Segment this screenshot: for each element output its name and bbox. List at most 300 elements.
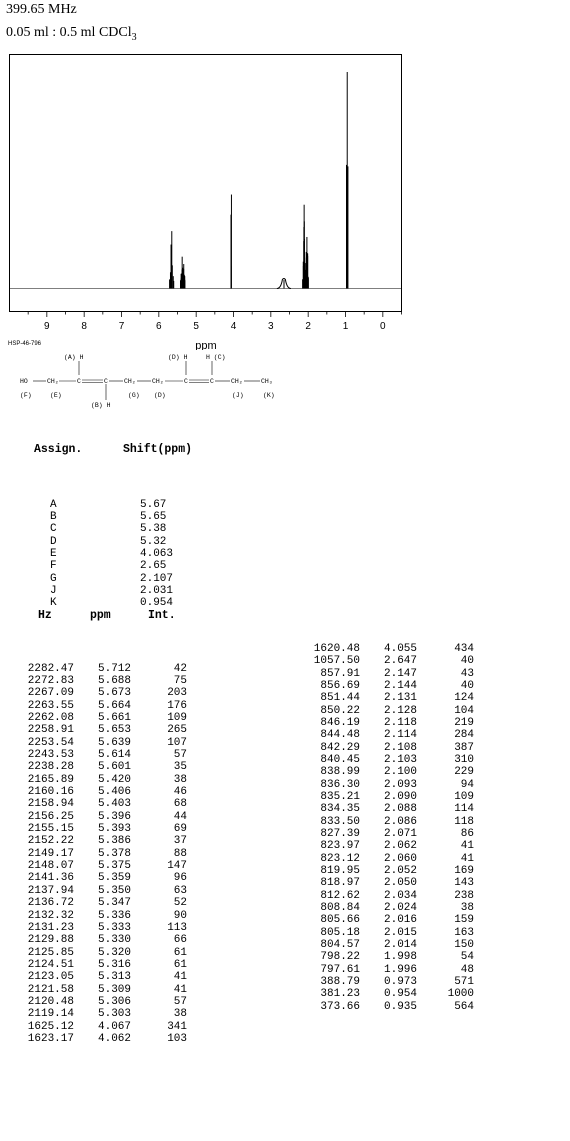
peak-ppm: 2.014 — [384, 939, 418, 952]
peak-ppm: 2.647 — [384, 655, 418, 668]
peak-row — [310, 742, 490, 754]
peak-ppm: 5.396 — [98, 810, 132, 823]
peak-int: 571 — [454, 976, 474, 989]
peak-ppm: 5.639 — [98, 736, 132, 749]
x-tick-label: 7 — [118, 321, 125, 332]
peak-row — [310, 976, 490, 988]
peak-row — [24, 1008, 204, 1020]
x-axis-tick-labels — [44, 321, 386, 332]
peak-ppm: 1.996 — [384, 963, 418, 976]
peak-ppm: 5.359 — [98, 872, 132, 885]
peak-row — [310, 988, 490, 1000]
peak-int: 40 — [460, 655, 474, 668]
peak-row — [310, 927, 490, 939]
peak-int: 54 — [460, 951, 474, 964]
peak-row — [310, 877, 490, 889]
peak-row — [24, 749, 204, 761]
peak-int: 203 — [167, 687, 187, 700]
peak-hz: 808.84 — [320, 902, 360, 915]
group-e: (E) — [50, 392, 62, 399]
peak-int: 37 — [173, 835, 187, 848]
peak-row — [24, 885, 204, 897]
peak-int: 35 — [173, 761, 187, 774]
peak-int: 387 — [454, 741, 474, 754]
peak-hz: 2156.25 — [27, 810, 74, 823]
peak-ppm: 5.653 — [98, 724, 132, 737]
assign-letter: J — [50, 585, 57, 598]
peak-ppm: 5.347 — [98, 897, 132, 910]
peak-int: 564 — [454, 1000, 474, 1013]
assign-letter: E — [50, 548, 57, 560]
x-axis-ticks — [28, 312, 401, 318]
x-tick-label: 4 — [230, 321, 237, 332]
peak-int: 176 — [167, 699, 187, 712]
peak-int: 38 — [173, 773, 187, 786]
peak-hz: 2272.83 — [27, 674, 74, 687]
peak-ppm: 2.034 — [384, 889, 418, 902]
peak-row — [310, 766, 490, 778]
peak-ppm: 2.071 — [384, 827, 418, 840]
peak-hz: 856.69 — [320, 679, 360, 692]
peak-ppm: 0.973 — [384, 976, 418, 989]
assign-shift: 5.32 — [140, 535, 167, 548]
peak-int: 61 — [173, 946, 187, 959]
peak-row — [24, 712, 204, 724]
peak-int: 88 — [173, 847, 187, 860]
assign-letter: B — [50, 510, 57, 523]
assign-shift: 5.38 — [140, 523, 167, 536]
peak-int: 86 — [460, 827, 474, 840]
x-tick-label: 9 — [44, 321, 50, 332]
peak-hz: 804.57 — [320, 939, 360, 952]
peak-hz: 2263.55 — [27, 699, 74, 712]
peak-hz: 2131.23 — [27, 921, 74, 934]
peak-row — [310, 680, 490, 692]
peak-hz: 812.62 — [320, 889, 360, 902]
peak-int: 57 — [173, 995, 187, 1008]
peak-hz: 846.19 — [320, 716, 360, 729]
peak-int: 40 — [460, 679, 474, 692]
peak-row — [310, 902, 490, 914]
peak-hz: 2258.91 — [27, 724, 74, 737]
peak-row — [24, 774, 204, 786]
peak-hz: 2165.89 — [27, 773, 74, 786]
x-tick-label: 2 — [305, 321, 311, 332]
peak-ppm: 2.015 — [384, 926, 418, 939]
peak-hz: 381.23 — [320, 988, 360, 1001]
peak-int: 229 — [454, 766, 474, 779]
peak-hz: 833.50 — [320, 815, 360, 828]
peak-int: 48 — [460, 963, 474, 976]
peak-row — [24, 959, 204, 971]
peak-int: 61 — [173, 958, 187, 971]
structure-diagram — [0, 350, 300, 412]
peak-int: 143 — [454, 877, 474, 890]
peak-hz: 388.79 — [320, 976, 360, 989]
peak-ppm: 5.614 — [98, 749, 132, 762]
peak-int: 114 — [454, 803, 474, 816]
peak-int: 124 — [454, 692, 474, 705]
peak-row — [310, 939, 490, 951]
peak-row — [310, 853, 490, 865]
peak-row — [24, 798, 204, 810]
peak-int: 163 — [454, 926, 474, 939]
peak-row — [24, 1021, 204, 1033]
peak-ppm: 5.333 — [98, 921, 132, 934]
atom-c3: C — [184, 378, 188, 385]
x-tick-label: 3 — [268, 321, 274, 332]
peak-int: 75 — [173, 674, 187, 687]
peak-int: 41 — [173, 971, 187, 984]
peak-ppm: 5.688 — [98, 674, 132, 687]
assign-letter: A — [50, 498, 57, 511]
peak-table-right-rows — [310, 643, 490, 1013]
peak-ppm: 0.954 — [384, 988, 418, 1001]
label-d-h: (D) H — [168, 354, 188, 361]
assignment-row — [34, 560, 254, 572]
peak-row — [24, 934, 204, 946]
peak-hz: 2149.17 — [27, 847, 74, 860]
group-g: (G) — [128, 392, 140, 399]
peak-hz: 2155.15 — [27, 823, 74, 836]
structure-bonds — [33, 361, 260, 400]
peak-hz: 2129.88 — [27, 934, 74, 947]
assignment-row — [34, 523, 254, 535]
peak-row — [24, 848, 204, 860]
peak-row — [24, 910, 204, 922]
peak-row — [310, 840, 490, 852]
peak-int: 109 — [167, 712, 187, 724]
assign-shift: 4.063 — [140, 548, 174, 560]
assignment-row — [34, 573, 254, 585]
peak-hz: 2282.47 — [27, 662, 74, 675]
peak-ppm: 2.016 — [384, 914, 418, 927]
peak-int: 63 — [173, 884, 187, 897]
peak-hz: 1620.48 — [313, 642, 360, 655]
peak-ppm: 2.062 — [384, 840, 418, 853]
peak-hz: 2160.16 — [27, 786, 74, 799]
assign-letter: K — [50, 597, 57, 610]
peak-row — [24, 947, 204, 959]
peak-row — [310, 668, 490, 680]
peak-int: 52 — [173, 897, 187, 910]
peak-hz: 2119.14 — [27, 1008, 74, 1021]
peak-ppm: 2.052 — [384, 865, 418, 877]
peak-ppm: 2.088 — [384, 803, 418, 816]
peak-row — [24, 687, 204, 699]
peak-ppm: 5.406 — [98, 786, 132, 799]
peak-ppm: 5.601 — [98, 761, 132, 774]
atom-c4: C — [210, 378, 214, 385]
assign-shift: 2.107 — [140, 572, 174, 585]
x-tick-label: 1 — [342, 321, 349, 332]
assign-header: Assign. — [34, 442, 83, 456]
plot-frame — [10, 55, 402, 312]
atom-ho: HO — [20, 378, 28, 385]
label-a-h: (A) H — [64, 354, 84, 361]
solvent-text: 0.05 ml : 0.5 ml CDCl — [6, 25, 132, 40]
peak-row — [310, 779, 490, 791]
peak-hz: 823.97 — [320, 840, 360, 853]
peak-int: 42 — [173, 662, 187, 675]
peak-row — [24, 835, 204, 847]
peak-ppm: 5.316 — [98, 958, 132, 971]
peak-hz: 850.22 — [320, 704, 360, 717]
peak-int: 109 — [454, 790, 474, 803]
peak-row — [310, 729, 490, 741]
peak-row — [310, 890, 490, 902]
peak-hz: 836.30 — [320, 778, 360, 791]
peak-int: 341 — [167, 1020, 187, 1033]
compound-id: HSP-46-796 — [8, 341, 42, 347]
peak-hz: 2141.36 — [27, 872, 74, 885]
peak-row — [310, 951, 490, 963]
peak-ppm: 5.350 — [98, 884, 132, 897]
x-tick-label: 5 — [193, 321, 199, 332]
peak-hz: 2124.51 — [27, 958, 74, 971]
assignment-row — [34, 499, 254, 511]
peak-ppm: 2.090 — [384, 790, 418, 803]
atom-ch2-d: CH₂ — [152, 378, 164, 385]
peak-row — [310, 791, 490, 803]
solvent-subscript: 3 — [131, 31, 137, 43]
peak-hz: 2125.85 — [27, 946, 74, 959]
atom-ch3-k: CH₃ — [261, 378, 273, 385]
peak-ppm: 2.108 — [384, 741, 418, 754]
peak-row — [24, 996, 204, 1008]
peak-int: 310 — [454, 753, 474, 766]
peak-hz: 840.45 — [320, 753, 360, 766]
peak-table-right — [310, 618, 490, 1026]
atom-c1: C — [77, 378, 81, 385]
peak-row — [310, 717, 490, 729]
peak-table-left-rows — [24, 663, 204, 1046]
assign-shift: 2.65 — [140, 560, 167, 573]
peak-row — [24, 922, 204, 934]
peak-hz: 2262.08 — [27, 712, 74, 724]
peak-row — [24, 724, 204, 736]
assignment-row — [34, 536, 254, 548]
peak-hz: 1623.17 — [27, 1032, 74, 1045]
peak-hz: 805.18 — [320, 926, 360, 939]
peak-ppm: 1.998 — [384, 951, 418, 964]
peak-hz: 2253.54 — [27, 736, 74, 749]
assign-shift: 5.65 — [140, 510, 167, 523]
peak-ppm: 5.420 — [98, 773, 132, 786]
peak-int: 118 — [454, 815, 474, 828]
peak-ppm: 5.673 — [98, 687, 132, 700]
spectrometer-frequency: 399.65 MHz — [6, 2, 77, 17]
peak-row — [24, 872, 204, 884]
peak-int: 38 — [173, 1008, 187, 1021]
peak-ppm: 5.661 — [98, 712, 132, 724]
peak-ppm: 5.712 — [98, 662, 132, 675]
peak-int: 96 — [173, 872, 187, 885]
peak-int: 104 — [454, 704, 474, 717]
peak-ppm: 5.330 — [98, 934, 132, 947]
atom-ch2-e: CH₂ — [47, 378, 59, 385]
peak-row — [24, 897, 204, 909]
ppm-header: ppm — [90, 608, 111, 622]
peak-int: 159 — [454, 914, 474, 927]
peak-hz: 373.66 — [320, 1000, 360, 1013]
peak-hz: 818.97 — [320, 877, 360, 890]
peak-ppm: 2.060 — [384, 852, 418, 865]
peak-row — [24, 984, 204, 996]
peak-int: 90 — [173, 909, 187, 922]
peak-hz: 2152.22 — [27, 835, 74, 848]
peak-row — [310, 914, 490, 926]
assign-letter: C — [50, 523, 57, 536]
peak-row — [24, 700, 204, 712]
peak-int: 38 — [460, 902, 474, 915]
assignment-row — [34, 511, 254, 523]
x-tick-label: 6 — [156, 321, 162, 332]
peak-hz: 844.48 — [320, 729, 360, 742]
peak-ppm: 4.062 — [98, 1032, 132, 1045]
x-axis-label: ppm — [195, 340, 217, 350]
peak-hz: 838.99 — [320, 766, 360, 779]
peak-row — [310, 803, 490, 815]
atom-ch2-j: CH₂ — [231, 378, 243, 385]
peak-ppm: 0.935 — [384, 1000, 418, 1013]
peak-row — [24, 823, 204, 835]
peak-ppm: 2.050 — [384, 877, 418, 890]
peak-int: 113 — [167, 921, 187, 934]
shift-header: Shift(ppm) — [123, 442, 193, 456]
peak-row — [310, 692, 490, 704]
peak-int: 57 — [173, 749, 187, 762]
peak-int: 68 — [173, 798, 187, 811]
peak-row — [310, 705, 490, 717]
peak-int: 41 — [173, 983, 187, 996]
peak-int: 41 — [460, 852, 474, 865]
group-f: (F) — [20, 392, 32, 399]
peak-hz: 819.95 — [320, 865, 360, 877]
x-tick-label: 0 — [380, 321, 386, 332]
peak-row — [24, 860, 204, 872]
peak-row — [310, 655, 490, 667]
group-d: (D) — [154, 392, 166, 399]
peak-hz: 851.44 — [320, 692, 360, 705]
peak-hz: 2137.94 — [27, 884, 74, 897]
group-k: (K) — [263, 392, 275, 399]
assignment-row — [34, 548, 254, 560]
assign-letter: F — [50, 560, 57, 573]
peak-ppm: 5.664 — [98, 699, 132, 712]
peak-ppm: 5.393 — [98, 823, 132, 836]
peak-int: 43 — [460, 667, 474, 680]
peak-int: 1000 — [447, 988, 474, 1001]
peak-hz: 835.21 — [320, 790, 360, 803]
peak-hz: 2238.28 — [27, 761, 74, 774]
peak-hz: 823.12 — [320, 852, 360, 865]
peak-int: 44 — [173, 810, 187, 823]
peak-row — [310, 1001, 490, 1013]
group-j: (J) — [232, 392, 244, 399]
peak-hz: 2148.07 — [27, 860, 74, 873]
peak-int: 107 — [167, 736, 187, 749]
peak-hz: 1625.12 — [27, 1020, 74, 1033]
peak-int: 434 — [454, 642, 474, 655]
peak-int: 150 — [454, 939, 474, 952]
peak-int: 284 — [454, 729, 474, 742]
peak-ppm: 5.313 — [98, 971, 132, 984]
peak-hz: 2243.53 — [27, 749, 74, 762]
peak-ppm: 5.403 — [98, 798, 132, 811]
peak-ppm: 5.306 — [98, 995, 132, 1008]
peak-ppm: 5.386 — [98, 835, 132, 848]
peak-ppm: 2.147 — [384, 667, 418, 680]
peak-hz: 805.66 — [320, 914, 360, 927]
peak-int: 94 — [460, 778, 474, 791]
peak-row — [24, 971, 204, 983]
assign-shift: 0.954 — [140, 597, 174, 610]
peak-int: 46 — [173, 786, 187, 799]
peak-hz: 1057.50 — [313, 655, 360, 668]
peak-ppm: 5.309 — [98, 983, 132, 996]
peak-int: 169 — [454, 865, 474, 877]
peak-row — [310, 754, 490, 766]
peak-hz: 842.29 — [320, 741, 360, 754]
x-tick-label: 8 — [81, 321, 87, 332]
peak-ppm: 2.128 — [384, 704, 418, 717]
assign-shift: 2.031 — [140, 585, 174, 598]
peak-row — [24, 663, 204, 675]
assign-shift: 5.67 — [140, 498, 167, 511]
peak-row — [24, 761, 204, 773]
peak-int: 66 — [173, 934, 187, 947]
peak-hz: 827.39 — [320, 827, 360, 840]
peak-ppm: 2.114 — [384, 729, 418, 742]
peak-row — [24, 1033, 204, 1045]
peak-ppm: 5.378 — [98, 847, 132, 860]
peak-ppm: 2.131 — [384, 692, 418, 705]
peak-ppm: 5.303 — [98, 1008, 132, 1021]
hz-header: Hz — [38, 608, 52, 622]
peak-row — [24, 786, 204, 798]
peak-hz: 2120.48 — [27, 995, 74, 1008]
peak-hz: 798.22 — [320, 951, 360, 964]
spectrum-peaks — [170, 72, 348, 289]
peak-int: 219 — [454, 716, 474, 729]
peak-int: 103 — [167, 1032, 187, 1045]
peak-int: 69 — [173, 823, 187, 836]
atom-ch2-g: CH₂ — [124, 378, 136, 385]
peak-row — [310, 816, 490, 828]
peak-hz: 2158.94 — [27, 798, 74, 811]
peak-ppm: 5.320 — [98, 946, 132, 959]
peak-row — [310, 964, 490, 976]
peak-hz: 857.91 — [320, 667, 360, 680]
peak-ppm: 2.118 — [384, 716, 418, 729]
peak-row — [310, 865, 490, 877]
peak-ppm: 4.067 — [98, 1020, 132, 1033]
peak-row — [310, 828, 490, 840]
assign-letter: D — [50, 535, 57, 548]
peak-table-left — [24, 585, 204, 1058]
peak-hz: 2123.05 — [27, 971, 74, 984]
peak-row — [310, 643, 490, 655]
peak-int: 265 — [167, 724, 187, 737]
peak-ppm: 4.055 — [384, 642, 418, 655]
peak-int: 147 — [167, 860, 187, 873]
peak-ppm: 2.093 — [384, 778, 418, 791]
label-c-h: H (C) — [206, 354, 226, 361]
peak-ppm: 2.100 — [384, 766, 418, 779]
peak-hz: 2121.58 — [27, 983, 74, 996]
peak-hz: 797.61 — [320, 963, 360, 976]
